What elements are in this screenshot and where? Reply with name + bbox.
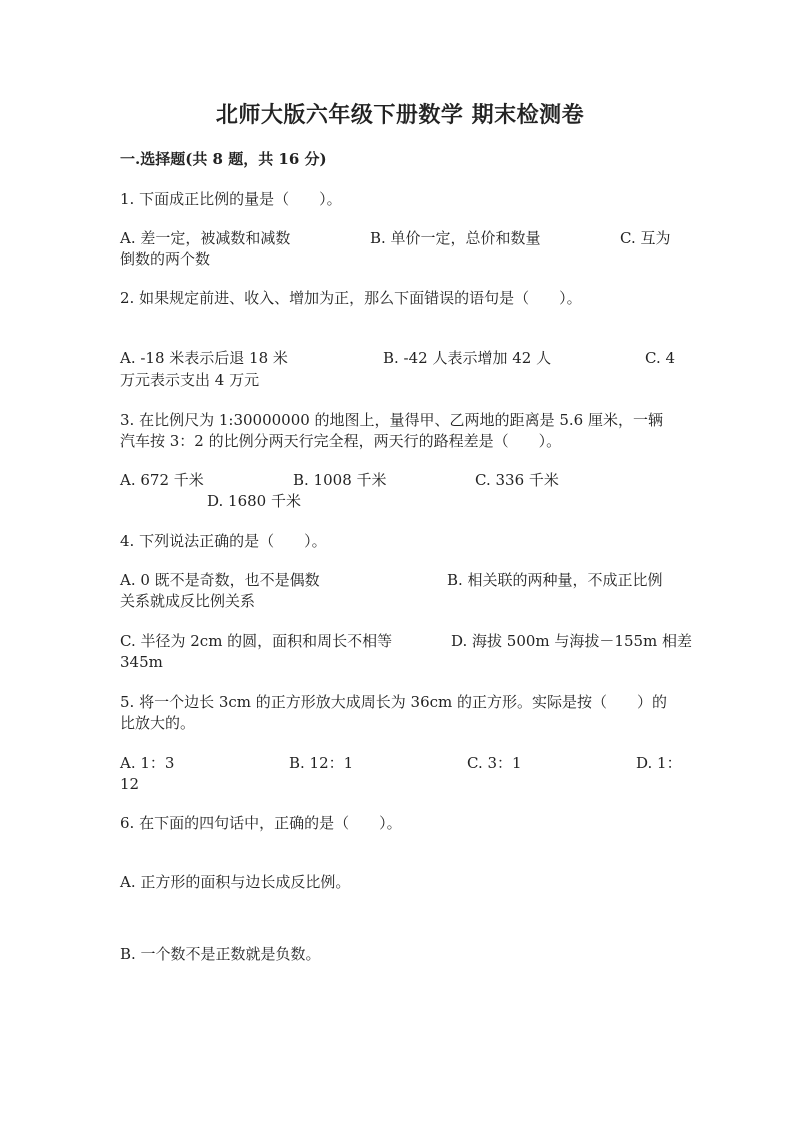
question-4-option-d-cont: 345m [120, 653, 163, 671]
question-3-option-a: A. 672 千米 [120, 471, 204, 489]
question-3-stem-cont: 汽车按 3：2 的比例分两天行完全程，两天行的路程差是（ ）。 [120, 432, 562, 450]
question-2-option-c: C. 4 [645, 349, 676, 367]
question-2-option-a: A. -18 米表示后退 18 米 [120, 349, 288, 367]
question-4-option-d: D. 海拔 500m 与海拔－155m 相差 [451, 632, 693, 650]
question-2-option-b: B. -42 人表示增加 42 人 [383, 349, 552, 367]
question-3-option-b: B. 1008 千米 [293, 471, 387, 489]
question-6-option-a: A. 正方形的面积与边长成反比例。 [120, 873, 351, 891]
question-5-stem: 5. 将一个边长 3cm 的正方形放大成周长为 36cm 的正方形。实际是按（ ）的 [120, 693, 668, 711]
question-5-option-b: B. 12：1 [289, 754, 354, 772]
question-4-option-b: B. 相关联的两种量，不成正比例 [447, 571, 663, 589]
section-heading: 一.选择题(共 8 题，共 16 分) [120, 150, 327, 168]
question-5-option-d: D. 1： [636, 754, 682, 772]
question-5-stem-cont: 比放大的。 [120, 714, 196, 732]
question-2-stem: 2. 如果规定前进、收入、增加为正，那么下面错误的语句是（ ）。 [120, 289, 582, 307]
question-5-option-d-cont: 12 [120, 775, 140, 793]
question-1-option-c-cont: 倒数的两个数 [120, 250, 211, 268]
question-3-stem: 3. 在比例尺为 1:30000000 的地图上，量得甲、乙两地的距离是 5.6 厘米，一辆 [120, 411, 663, 429]
question-5-option-c: C. 3：1 [467, 754, 522, 772]
question-5-option-a: A. 1：3 [120, 754, 175, 772]
question-1-stem: 1. 下面成正比例的量是（ ）。 [120, 190, 342, 208]
question-4-stem: 4. 下列说法正确的是（ ）。 [120, 532, 327, 550]
question-1-option-b: B. 单价一定，总价和数量 [370, 229, 541, 247]
question-1-option-c: C. 互为 [620, 229, 671, 247]
question-1-option-a: A. 差一定，被减数和减数 [120, 229, 291, 247]
page-title: 北师大版六年级下册数学 期末检测卷 [215, 102, 585, 128]
question-4-option-a: A. 0 既不是奇数，也不是偶数 [120, 571, 320, 589]
question-2-option-c-cont: 万元表示支出 4 万元 [120, 371, 260, 389]
question-3-option-c: C. 336 千米 [475, 471, 559, 489]
question-6-stem: 6. 在下面的四句话中，正确的是（ ）。 [120, 814, 402, 832]
question-3-option-d: D. 1680 千米 [207, 492, 301, 510]
question-4-option-c: C. 半径为 2cm 的圆，面积和周长不相等 [120, 632, 393, 650]
question-6-option-b: B. 一个数不是正数就是负数。 [120, 945, 321, 963]
question-4-option-b-cont: 关系就成反比例关系 [120, 592, 256, 610]
